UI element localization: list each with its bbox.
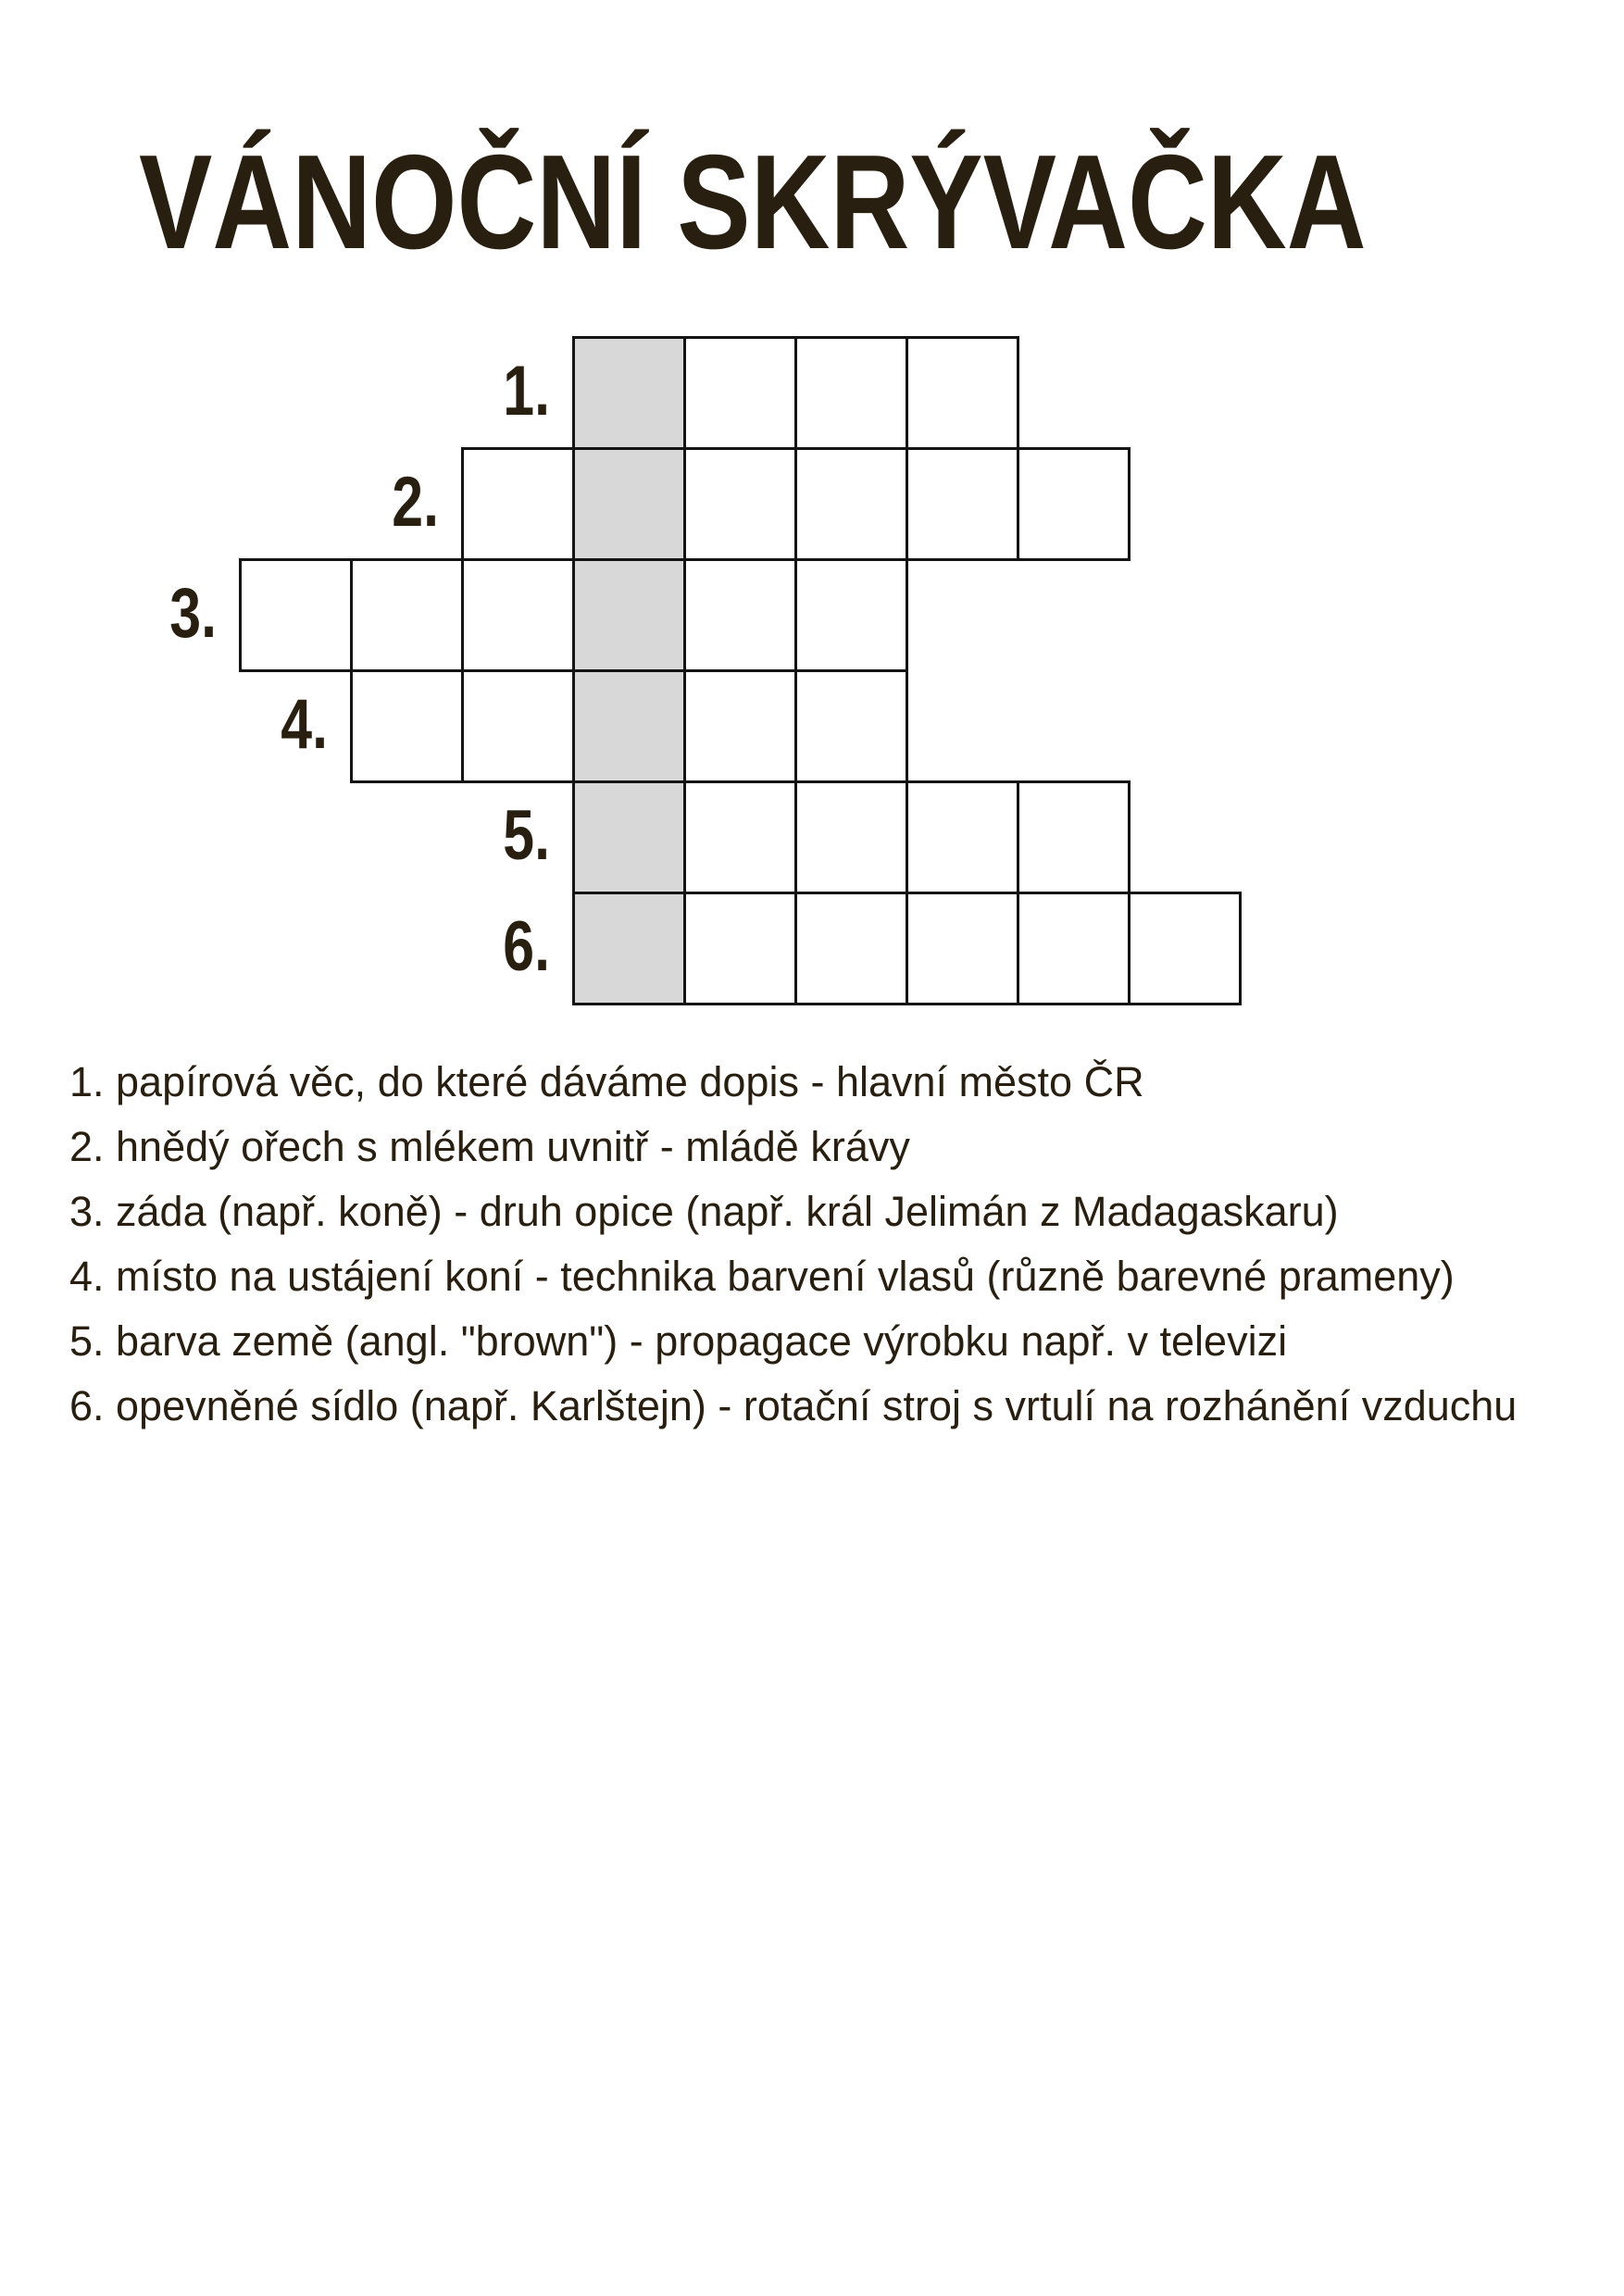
grid-cell-highlighted[interactable] xyxy=(572,336,686,450)
grid-cell-highlighted[interactable] xyxy=(572,892,686,1005)
grid-cell[interactable] xyxy=(794,336,908,450)
grid-cell[interactable] xyxy=(1128,892,1242,1005)
grid-cell[interactable] xyxy=(1017,780,1131,894)
grid-cell[interactable] xyxy=(461,669,575,783)
grid-cell[interactable] xyxy=(683,336,797,450)
row-number: 5. xyxy=(503,796,550,875)
row-number: 3. xyxy=(169,574,217,653)
grid-cell[interactable] xyxy=(461,447,575,561)
clue-4: 4. místo na ustájení koní - technika barvení vlasů (různě barevné prameny) xyxy=(69,1253,1455,1300)
grid-cell-highlighted[interactable] xyxy=(572,669,686,783)
grid-cell[interactable] xyxy=(794,669,908,783)
page-title: VÁNOČNÍ SKRÝVAČKA xyxy=(139,127,1367,277)
grid-cell[interactable] xyxy=(906,780,1019,894)
grid-cell[interactable] xyxy=(350,669,464,783)
grid-cell[interactable] xyxy=(461,558,575,672)
grid-cell[interactable] xyxy=(794,892,908,1005)
grid-cell[interactable] xyxy=(906,447,1019,561)
clue-5: 5. barva země (angl. "brown") - propagace výrobku např. v televizi xyxy=(69,1317,1288,1365)
grid-cell[interactable] xyxy=(906,336,1019,450)
grid-cell[interactable] xyxy=(350,558,464,672)
grid-cell[interactable] xyxy=(683,669,797,783)
clue-3: 3. záda (např. koně) - druh opice (např. král Jelimán z Madagaskaru) xyxy=(69,1188,1339,1235)
row-number: 2. xyxy=(392,463,439,542)
grid-cell-highlighted[interactable] xyxy=(572,447,686,561)
clue-6: 6. opevněné sídlo (např. Karlštejn) - rotační stroj s vrtulí na rozhánění vzduchu xyxy=(69,1382,1518,1429)
grid-cell-highlighted[interactable] xyxy=(572,780,686,894)
grid-cell[interactable] xyxy=(794,447,908,561)
grid-cell[interactable] xyxy=(683,447,797,561)
grid-cell[interactable] xyxy=(906,892,1019,1005)
grid-cell[interactable] xyxy=(683,892,797,1005)
clue-list xyxy=(69,1050,1517,1439)
grid-cell[interactable] xyxy=(683,558,797,672)
grid-cell-highlighted[interactable] xyxy=(572,558,686,672)
grid-cell[interactable] xyxy=(1017,447,1131,561)
grid-cell[interactable] xyxy=(1017,892,1131,1005)
grid-cell[interactable] xyxy=(794,780,908,894)
clue-2: 2. hnědý ořech s mlékem uvnitř - mládě krávy xyxy=(69,1123,910,1170)
row-number: 4. xyxy=(281,685,328,764)
grid-cell[interactable] xyxy=(794,558,908,672)
clue-1: 1. papírová věc, do které dáváme dopis - hlavní město ČR xyxy=(69,1058,1144,1105)
row-number: 1. xyxy=(503,352,550,430)
row-number: 6. xyxy=(503,907,550,986)
grid-cell[interactable] xyxy=(239,558,353,672)
grid-cell[interactable] xyxy=(683,780,797,894)
